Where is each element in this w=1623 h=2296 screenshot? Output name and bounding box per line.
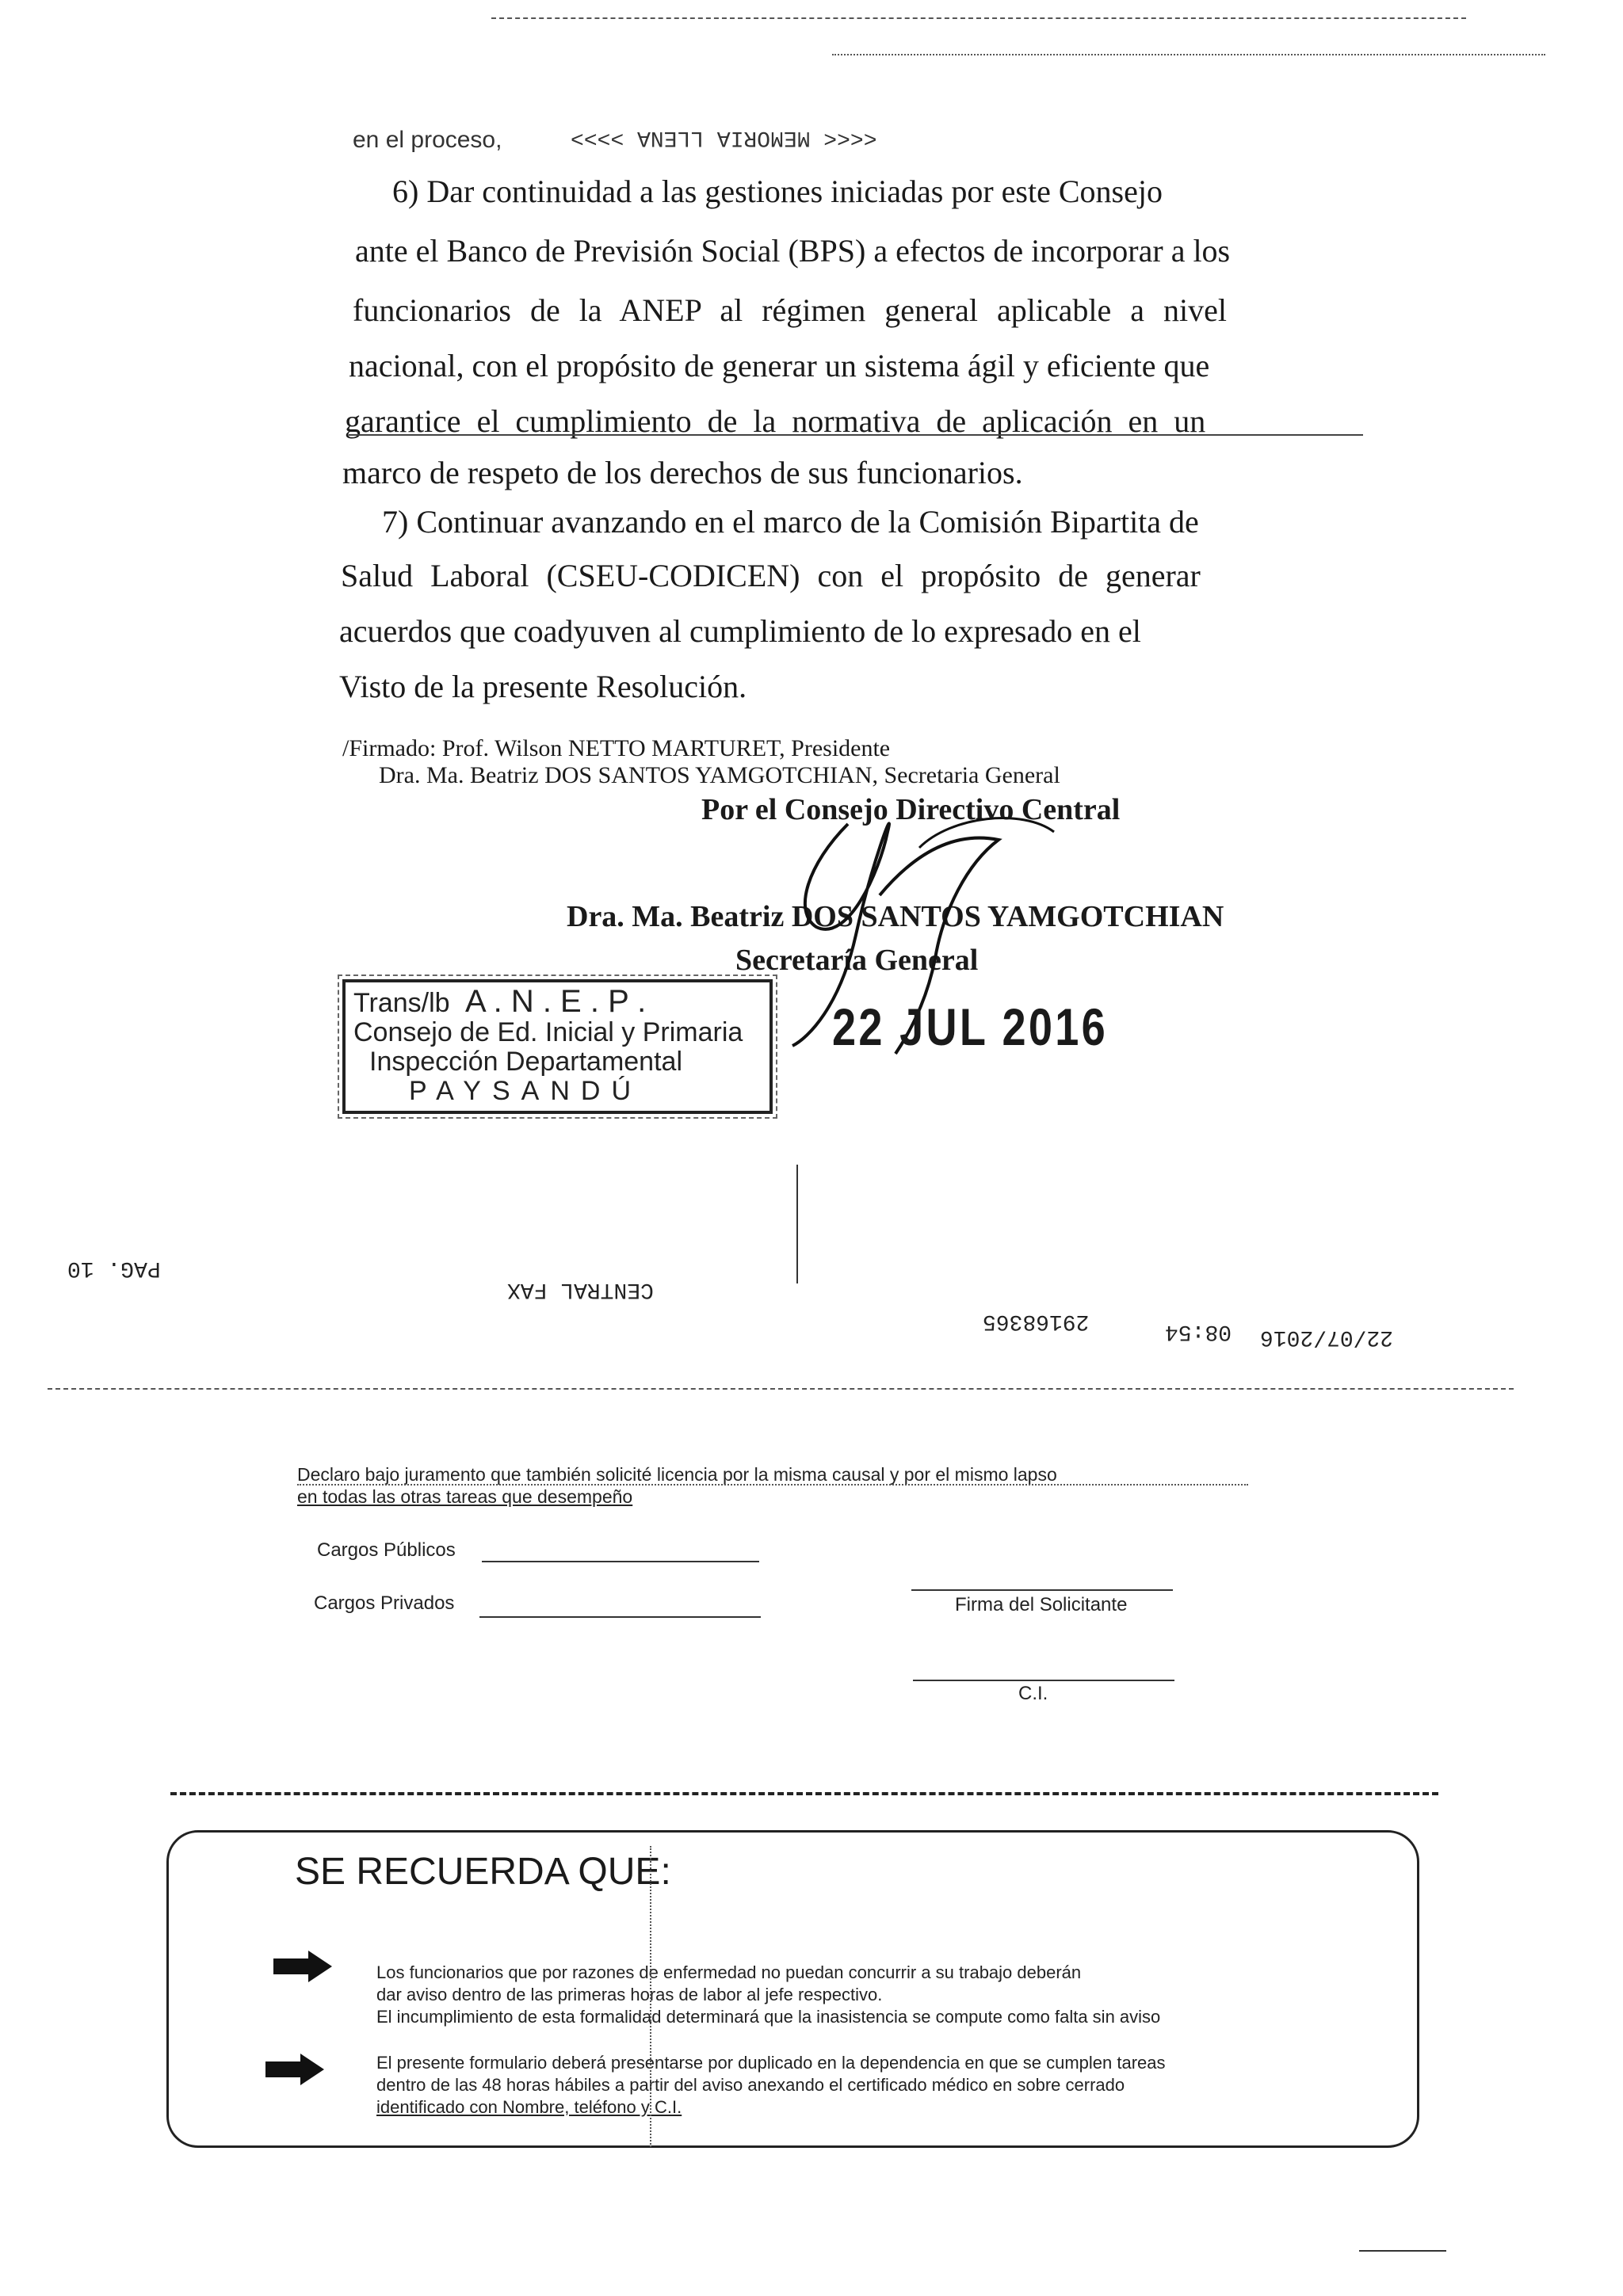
reminder-item-2-line: dentro de las 48 horas hábiles a partir del aviso anexando el certificado médico en sobre cerrado	[376, 2075, 1125, 2095]
reminder-item-1	[376, 1962, 1160, 2028]
stamp-line-2: Consejo de Ed. Inicial y Primaria	[353, 1017, 743, 1047]
text-line: Salud Laboral (CSEU-CODICEN) con el propósito de generar	[341, 558, 1201, 593]
arrow-right-icon	[273, 1951, 332, 1982]
text-line: 6) Dar continuidad a las gestiones iniciadas por este Consejo	[392, 174, 1163, 209]
scratch-line	[796, 1165, 798, 1283]
arrow-right-icon	[265, 2054, 324, 2085]
fax-separator	[48, 1388, 1514, 1390]
declaration-rule	[297, 1484, 1248, 1486]
fax-number: 29168365	[983, 1309, 1090, 1333]
text-line: acuerdos que coadyuven al cumplimiento de lo expresado en el	[339, 613, 1141, 649]
reminder-item-2-line: El presente formulario deberá presentarse por duplicado en la dependencia en que se cumplen tareas	[376, 2053, 1166, 2073]
stamp-line-1: A . N . E . P .	[465, 984, 647, 1019]
text-line: funcionarios de la ANEP al régimen general aplicable a nivel	[353, 292, 1228, 328]
reminder-item-2	[376, 2052, 1166, 2119]
anep-stamp	[342, 979, 773, 1114]
text-line: ante el Banco de Previsión Social (BPS) a efectos de incorporar a los	[355, 233, 1231, 269]
reminder-item-2-line: identificado con Nombre, teléfono y C.I.	[376, 2097, 682, 2117]
fax-central: CENTRAL FAX	[507, 1277, 654, 1302]
bottom-mark	[1359, 2250, 1446, 2252]
signed-line-1: /Firmado: Prof. Wilson NETTO MARTURET, Presidente	[342, 735, 891, 761]
fax-top-rule-2	[832, 54, 1545, 55]
date-stamp: 22 JUL 2016	[832, 997, 1109, 1056]
form-separator	[170, 1792, 1438, 1795]
reminder-title: SE RECUERDA QUE:	[295, 1851, 671, 1893]
cargos-privados-field[interactable]	[479, 1616, 761, 1618]
ci-label: C.I.	[1018, 1683, 1048, 1704]
fax-top-rule	[491, 17, 1466, 19]
text-line: marco de respeto de los derechos de sus funcionarios.	[342, 455, 1023, 490]
signer-title: Secretaría General	[735, 944, 979, 977]
declaration-line-2: en todas las otras tareas que desempeño	[297, 1486, 633, 1507]
signer-name: Dra. Ma. Beatriz DOS SANTOS YAMGOTCHIAN	[567, 900, 1224, 933]
ci-field[interactable]	[913, 1680, 1174, 1681]
top-fragment-left: en el proceso,	[353, 127, 502, 153]
memoria-llena-text: <<<< MEMORIA LLENA >>>>	[571, 125, 877, 150]
por-el-consejo: Por el Consejo Directivo Central	[701, 793, 1121, 826]
text-line: garantice el cumplimiento de la normativa de aplicación en un	[345, 403, 1206, 439]
cargos-publicos-field[interactable]	[482, 1561, 759, 1562]
text-line: nacional, con el propósito de generar un sistema ágil y eficiente que	[349, 348, 1210, 383]
declaration-line-1: Declaro bajo juramento que también solicité licencia por la misma causal y por el mismo lapso	[297, 1464, 1057, 1485]
stamp-line-3: Inspección Departamental	[369, 1047, 683, 1077]
cargos-privados-label: Cargos Privados	[314, 1592, 455, 1614]
cargos-publicos-label: Cargos Públicos	[317, 1539, 456, 1561]
underline-mark	[349, 434, 1363, 436]
fax-date: 22/07/2016	[1260, 1325, 1394, 1349]
signed-line-2: Dra. Ma. Beatriz DOS SANTOS YAMGOTCHIAN, Secretaria General	[379, 762, 1060, 788]
stamp-prefix: Trans/lb	[353, 988, 450, 1018]
firma-label: Firma del Solicitante	[955, 1594, 1128, 1615]
text-line: 7) Continuar avanzando en el marco de la Comisión Bipartita de	[382, 504, 1199, 540]
memoria-llena-fragment	[571, 125, 876, 150]
fax-time: 08:54	[1165, 1319, 1232, 1344]
firma-field[interactable]	[911, 1589, 1173, 1591]
fold-line	[650, 1846, 651, 2147]
reminder-item-1-line: dar aviso dentro de las primeras horas de labor al jefe respectivo.	[376, 1985, 883, 2004]
fax-page: PAG. 10	[67, 1256, 161, 1280]
stamp-line-4: PAYSANDÚ	[409, 1076, 643, 1106]
reminder-item-1-line: El incumplimiento de esta formalidad determinará que la inasistencia se compute como falta sin aviso	[376, 2007, 1161, 2027]
reminder-item-1-line: Los funcionarios que por razones de enfermedad no puedan concurrir a su trabajo deberán	[376, 1962, 1082, 1982]
text-line: Visto de la presente Resolución.	[339, 669, 747, 704]
